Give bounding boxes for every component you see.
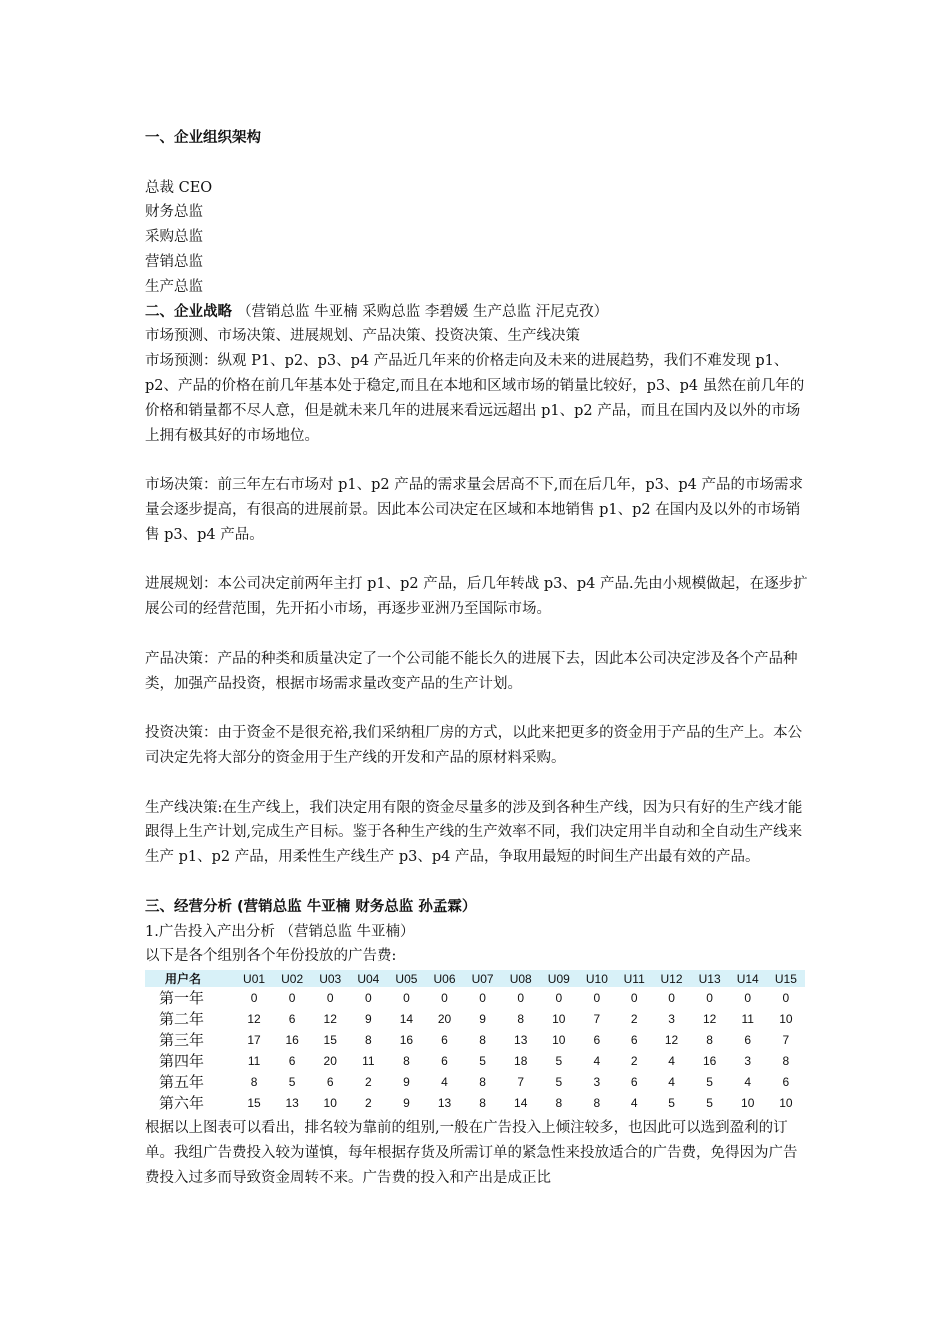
column-header-u14: U14 [729,970,767,987]
column-header-u07: U07 [464,970,502,987]
table-cell: 0 [441,990,448,1005]
column-header-u10: U10 [578,970,616,987]
row-label: 第二年 [159,1010,205,1029]
table-cell: 0 [555,990,563,1005]
table-cell: 18 [514,1053,528,1068]
row-label: 第六年 [159,1094,205,1113]
table-cell: 11 [741,1011,754,1026]
table-cell: 10 [323,1095,337,1110]
table-row [145,1092,805,1113]
column-header-u12: U12 [652,970,690,987]
table-cell: 7 [782,1032,790,1047]
spacer [145,448,810,473]
org-list [145,176,810,300]
table-cell: 0 [668,990,675,1005]
table-cell: 12 [247,1011,261,1026]
section-2-note: （营销总监 牛亚楠 采购总监 李碧媛 生产总监 汗尼克孜） [237,303,609,320]
spacer [145,622,810,647]
section-1-heading: 一、企业组织架构 [145,130,261,146]
spacer [145,696,810,721]
column-header-username: 用户名 [145,970,235,987]
table-cell: 17 [247,1032,261,1047]
spacer [145,771,810,796]
table-cell: 0 [250,990,258,1005]
table-header-row [145,970,805,987]
table-cell: 15 [323,1032,337,1047]
table-cell: 3 [744,1053,752,1068]
section-2-heading [145,300,810,325]
table-cell: 0 [782,990,790,1005]
ad-spend-table [145,970,805,1113]
table-cell: 16 [702,1053,717,1068]
table-cell: 13 [514,1032,528,1047]
table-cell: 16 [399,1032,414,1047]
table-cell: 2 [364,1074,372,1089]
strategy-topics: 市场预测、市场决策、进展规划、产品决策、投资决策、生产线决策 [145,328,580,345]
table-cell: 10 [779,1011,793,1026]
column-header-u11: U11 [616,970,653,987]
table-cell: 7 [593,1011,601,1026]
table-cell: 8 [555,1095,563,1110]
production-line-paragraph: 生产线决策:在生产线上，我们决定用有限的资金尽量多的涉及到各种生产线，因为只有好的生产线才能跟得上生产计划,完成生产目标。鉴于各种生产线的生产效率不同，我们决定用半自动和全自动生产线来生产 p1、p2 产品，用柔性生产线生产 p3、p4 产品，争取用最短的时间生产出最有效的产品。 [145,799,803,866]
table-cell: 8 [593,1095,601,1110]
column-header-u09: U09 [540,970,578,987]
table-cell: 2 [630,1011,638,1026]
section-3-heading: 三、经营分析 (营销总监 牛亚楠 财务总监 孙孟霖） [145,898,477,915]
spacer [145,548,810,573]
table-cell: 5 [555,1074,563,1089]
market-forecast-paragraph: 市场预测：纵观 P1、p2、p3、p4 产品近几年来的价格走向及未来的进展趋势，我们不难发现 p1、p2、产品的价格在前几年基本处于稳定,而且在本地和区域市场的销量比较好，p3、p4 虽然在前几年的价格和销量都不尽人意，但是就未来几年的进展来看远远超出 p1、p2 产品，而且在国内及以外的市场上拥有极其好的市场地位。 [145,353,805,444]
row-label: 第五年 [159,1073,205,1092]
table-cell: 7 [517,1074,525,1089]
table-row [145,987,805,1008]
development-plan-paragraph: 进展规划：本公司决定前两年主打 p1、p2 产品，后几年转战 p3、p4 产品.先由小规模做起，在逐步扩展公司的经营范围，先开拓小市场，再逐步亚洲乃至国际市场。 [145,576,808,618]
table-cell: 6 [593,1032,601,1047]
table-cell: 10 [741,1095,755,1110]
table-cell: 4 [744,1074,752,1089]
column-header-u03: U03 [311,970,349,987]
column-header-u05: U05 [387,970,425,987]
table-cell: 6 [288,1011,296,1026]
row-label: 第四年 [159,1052,205,1071]
spacer [145,151,810,176]
org-item-production: 生产总监 [145,278,203,295]
table-cell: 6 [630,1032,638,1047]
column-header-u13: U13 [691,970,729,987]
section-2-title: 二、企业战略 [145,303,232,320]
column-header-u06: U06 [425,970,463,987]
table-cell: 0 [326,990,334,1005]
table-cell: 0 [288,990,296,1005]
product-decision-paragraph: 产品决策：产品的种类和质量决定了一个公司能不能长久的进展下去，因此本公司决定涉及各个产品种类，加强产品投资，根据市场需求量改变产品的生产计划。 [145,650,798,692]
investment-decision-paragraph: 投资决策：由于资金不是很充裕,我们采纳租厂房的方式，以此来把更多的资金用于产品的生产上。本公司决定先将大部分的资金用于生产线的开发和产品的原材料采购。 [145,725,803,766]
table-row [145,1029,805,1050]
table-cell: 9 [403,1074,410,1089]
table-row [145,1050,805,1071]
table-cell: 10 [552,1032,566,1047]
org-item-marketing: 营销总监 [145,253,203,270]
table-cell: 5 [706,1074,713,1089]
table-body [145,987,805,1113]
table-cell: 6 [326,1074,334,1089]
table-cell: 4 [630,1095,638,1110]
table-cell: 6 [441,1053,448,1068]
table-cell: 6 [744,1032,752,1047]
ad-table-intro: 以下是各个组别各个年份投放的广告费: [145,948,397,965]
table-cell: 0 [364,990,372,1005]
market-decision-paragraph: 市场决策：前三年左右市场对 p1、p2 产品的需求量会居高不下,而在后几年，p3、p4 产品的市场需求量会逐步提高，有很高的进展前景。因此本公司决定在区域和本地销售 p1、p2 在国内及以外的市场销售 p3、p4 产品。 [145,477,803,543]
table-cell: 8 [782,1053,790,1068]
table-cell: 5 [706,1095,713,1110]
table-cell: 5 [479,1053,486,1068]
table-cell: 13 [437,1095,452,1110]
org-item-purchasing: 采购总监 [145,229,203,246]
table-cell: 10 [779,1095,793,1110]
column-header-u15: U15 [767,970,805,987]
column-header-u01: U01 [235,970,273,987]
table-cell: 6 [288,1053,296,1068]
table-cell: 9 [364,1011,372,1026]
table-cell: 0 [630,990,638,1005]
table-cell: 8 [517,1011,525,1026]
table-cell: 3 [593,1074,601,1089]
table-cell: 13 [285,1095,299,1110]
table-cell: 8 [479,1095,486,1110]
table-cell: 8 [479,1074,486,1089]
table-cell: 11 [362,1053,375,1068]
table-cell: 0 [403,990,410,1005]
document-page [145,126,810,1190]
table-cell: 0 [479,990,486,1005]
table-cell: 0 [517,990,525,1005]
column-header-u04: U04 [349,970,387,987]
org-item-ceo: 总裁 CEO [145,179,213,196]
table-cell: 3 [668,1011,675,1026]
table-cell: 14 [399,1011,414,1026]
org-item-finance: 财务总监 [145,204,203,221]
table-cell: 12 [702,1011,717,1026]
table-cell: 20 [323,1053,337,1068]
table-cell: 2 [630,1053,638,1068]
subsection-ad-analysis: 1.广告投入产出分析 （营销总监 牛亚楠） [145,923,415,940]
table-cell: 5 [668,1095,675,1110]
table-cell: 14 [514,1095,528,1110]
table-cell: 16 [285,1032,299,1047]
table-cell: 12 [323,1011,337,1026]
table-cell: 2 [364,1095,372,1110]
table-cell: 8 [250,1074,258,1089]
table-cell: 6 [782,1074,790,1089]
table-cell: 10 [552,1011,566,1026]
table-cell: 8 [706,1032,713,1047]
table-cell: 20 [437,1011,452,1026]
spacer [145,870,810,895]
table-cell: 6 [630,1074,638,1089]
column-header-u02: U02 [273,970,311,987]
table-cell: 8 [364,1032,372,1047]
row-label: 第三年 [159,1031,205,1050]
table-cell: 0 [593,990,601,1005]
table-cell: 5 [288,1074,296,1089]
table-cell: 4 [668,1074,675,1089]
table-cell: 11 [247,1053,261,1068]
column-header-u08: U08 [502,970,540,987]
row-label: 第一年 [159,989,205,1008]
table-cell: 12 [664,1032,679,1047]
table-cell: 0 [706,990,713,1005]
table-cell: 9 [403,1095,410,1110]
table-cell: 5 [555,1053,563,1068]
table-row [145,1071,805,1092]
table-cell: 4 [668,1053,675,1068]
table-cell: 4 [441,1074,448,1089]
table-cell: 4 [593,1053,601,1068]
table-cell: 15 [247,1095,261,1110]
table-cell: 8 [479,1032,486,1047]
table-cell: 0 [744,990,752,1005]
table-cell: 8 [403,1053,410,1068]
table-cell: 9 [479,1011,486,1026]
table-row [145,1008,805,1029]
ad-conclusion-paragraph: 根据以上图表可以看出，排名较为靠前的组别,一般在广告投入上倾注较多，也因此可以选到盈利的订单。我组广告费投入较为谨慎，每年根据存货及所需订单的紧急性来投放适合的广告费，免得因为广告费投入过多而导致资金周转不来。广告费的投入和产出是成正比 [145,1120,798,1186]
table-cell: 6 [441,1032,448,1047]
